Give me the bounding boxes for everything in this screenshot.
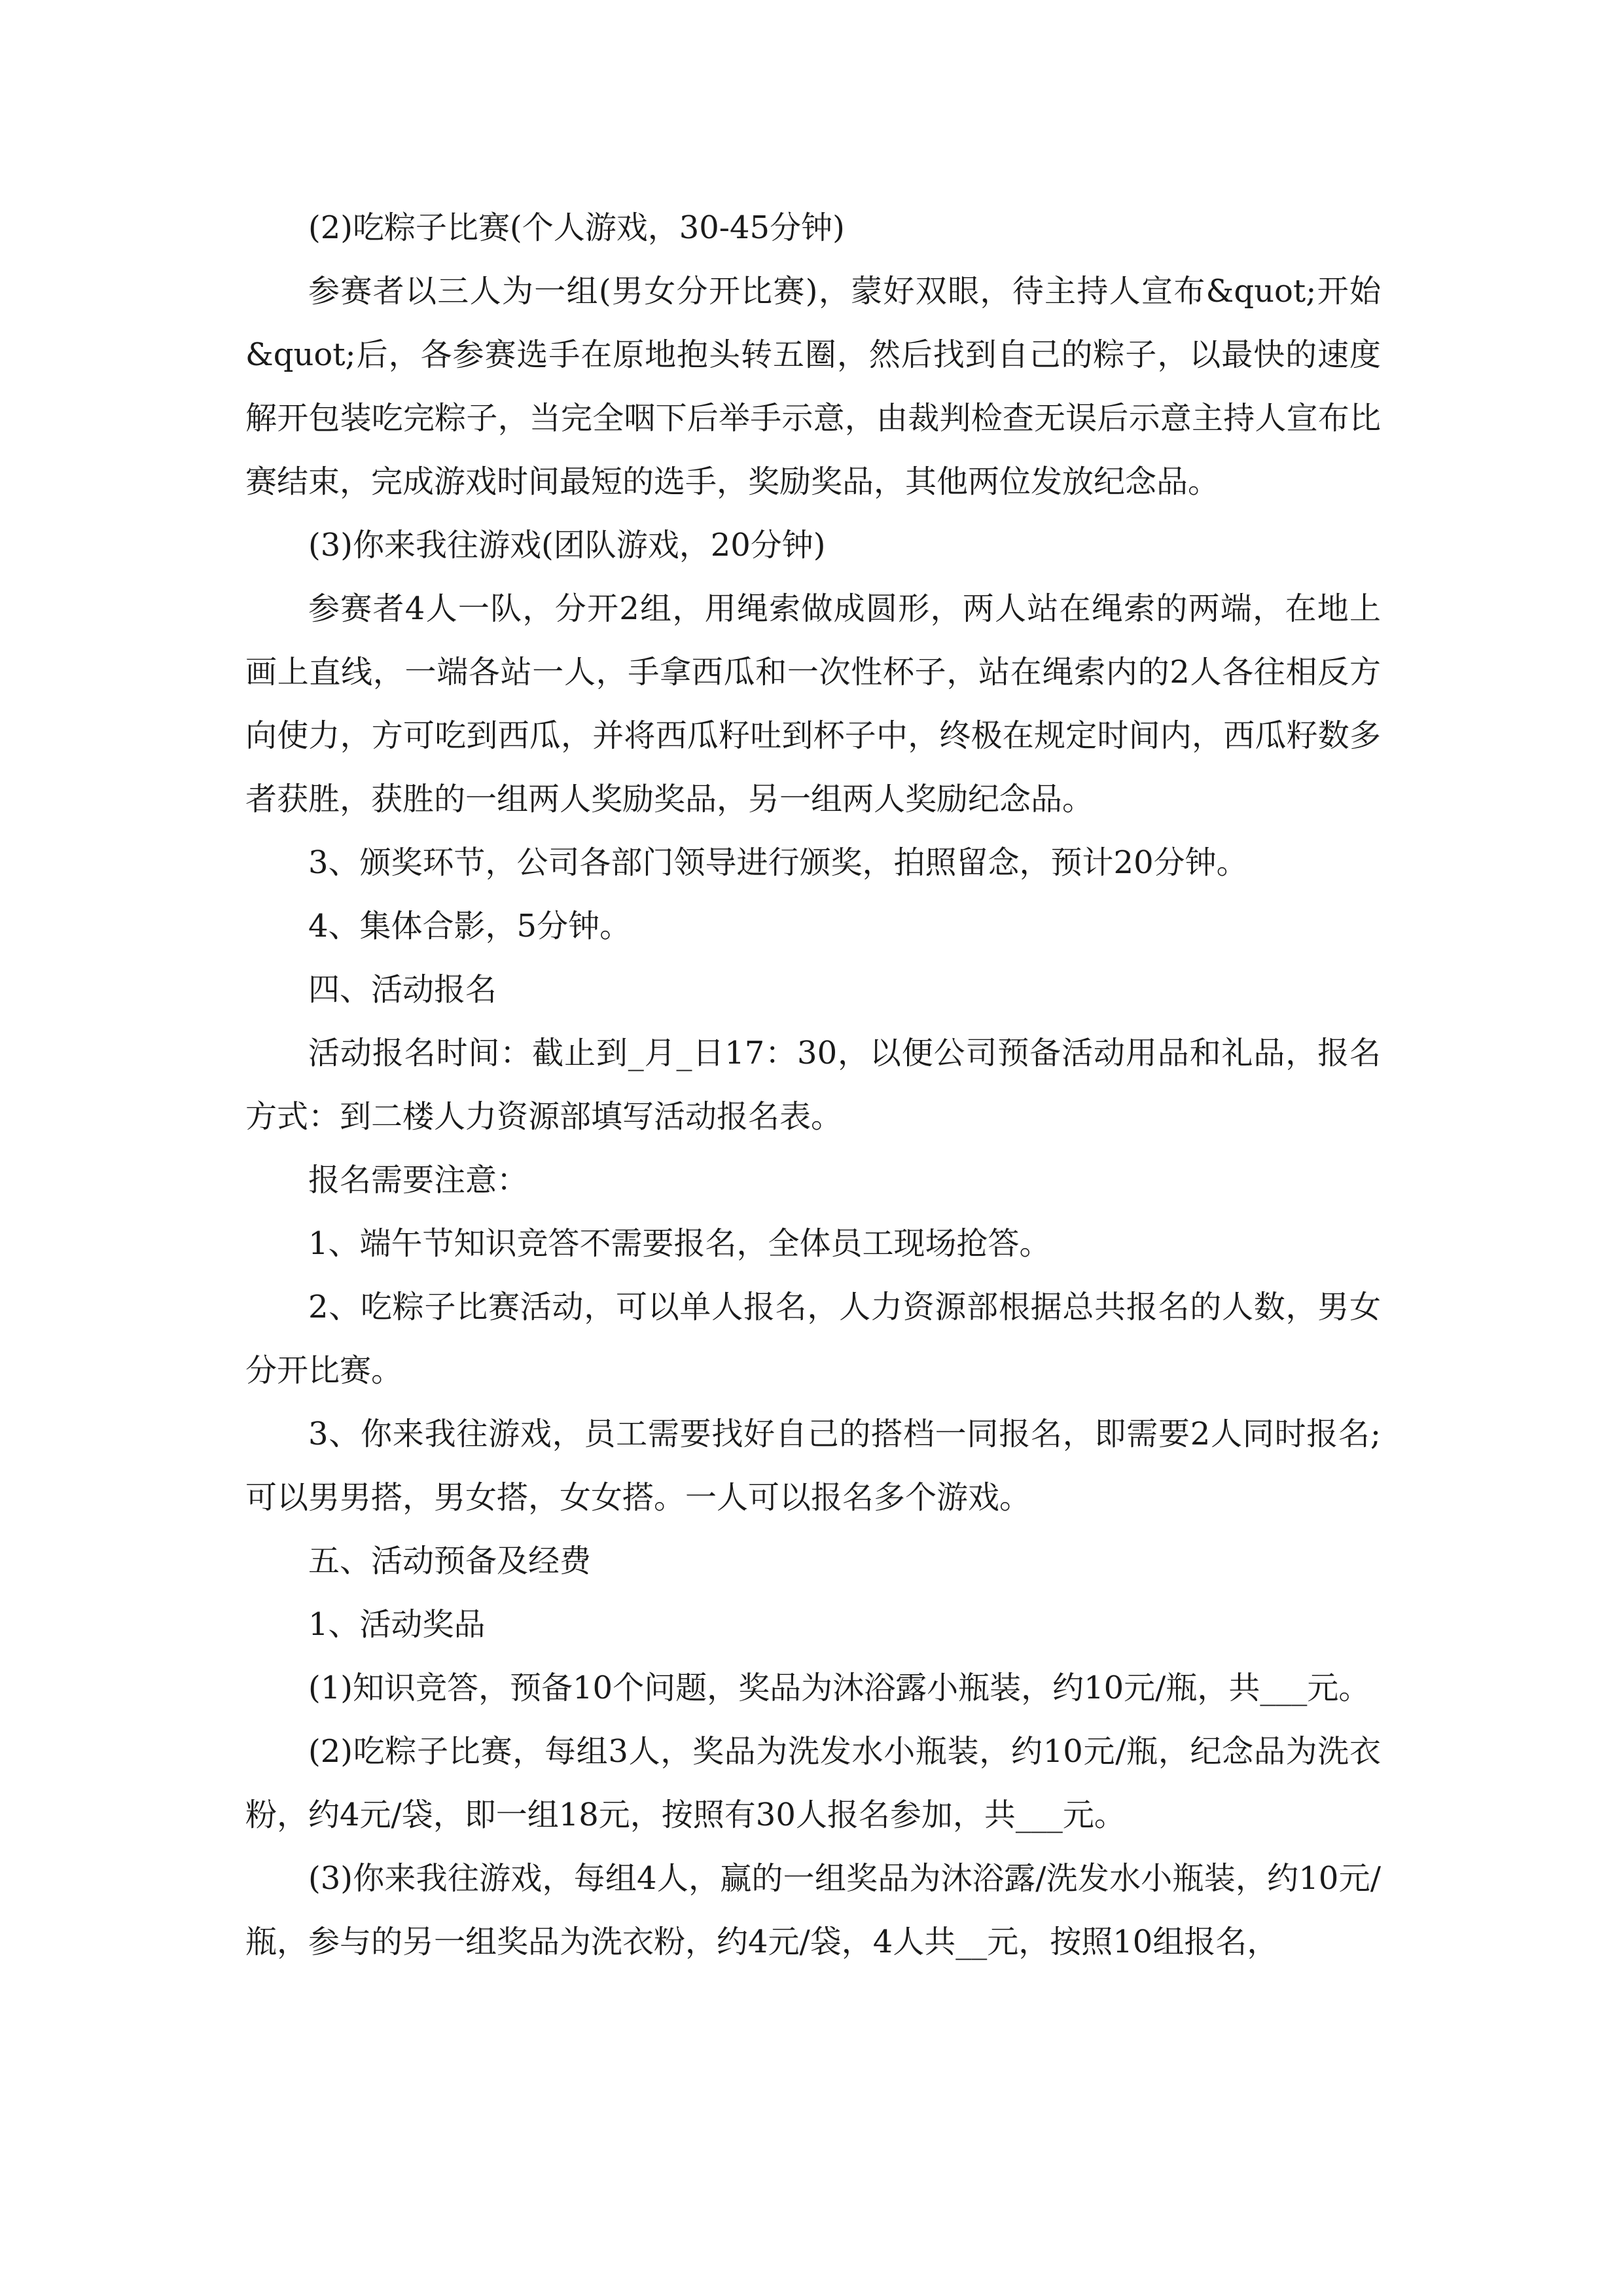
paragraph-registration-note-2: 2、吃粽子比赛活动，可以单人报名，人力资源部根据总共报名的人数，男女分开比赛。 <box>245 1289 1381 1389</box>
paragraph-group-photo: 4、集体合影，5分钟。 <box>308 908 632 944</box>
paragraph-registration-note-1: 1、端午节知识竞答不需要报名，全体员工现场抢答。 <box>308 1225 1051 1262</box>
paragraph-prize-team-game: (3)你来我往游戏，每组4人，赢的一组奖品为沐浴露/洗发水小瓶装，约10元/瓶，参与的另一组奖品为洗衣粉，约4元/袋，4人共__元，按照10组报名， <box>245 1860 1381 1960</box>
paragraph-game-3-rules: 参赛者4人一队，分开2组，用绳索做成圆形，两人站在绳索的两端，在地上画上直线，一端各站一人，手拿西瓜和一次性杯子，站在绳索内的2人各往相反方向使力，方可吃到西瓜，并将西瓜籽吐到杯子中，终极在规定时间内，西瓜籽数多者获胜，获胜的一组两人奖励奖品，另一组两人奖励纪念品。 <box>245 590 1381 817</box>
document-body <box>245 196 1381 1974</box>
paragraph-game-3-title: (3)你来我往游戏(团队游戏，20分钟) <box>308 527 826 564</box>
paragraph-award-session: 3、颁奖环节，公司各部门领导进行颁奖，拍照留念，预计20分钟。 <box>308 844 1248 881</box>
paragraph-prize-zongzi: (2)吃粽子比赛，每组3人，奖品为洗发水小瓶装，约10元/瓶，纪念品为洗衣粉，约4元/袋，即一组18元，按照有30人报名参加，共___元。 <box>245 1733 1381 1833</box>
paragraph-game-2-rules: 参赛者以三人为一组(男女分开比赛)，蒙好双眼，待主持人宣布&quot;开始&quot;后，各参赛选手在原地抱头转五圈，然后找到自己的粽子，以最快的速度解开包装吃完粽子，当完全咽下后举手示意，由裁判检查无误后示意主持人宣布比赛结束，完成游戏时间最短的选手，奖励奖品，其他两位发放纪念品。 <box>245 273 1381 500</box>
section-heading-preparation-budget: 五、活动预备及经费 <box>308 1543 592 1579</box>
paragraph-registration-note-3: 3、你来我往游戏，员工需要找好自己的搭档一同报名，即需要2人同时报名;可以男男搭，男女搭，女女搭。一人可以报名多个游戏。 <box>245 1416 1381 1516</box>
section-heading-registration: 四、活动报名 <box>308 971 497 1008</box>
paragraph-prizes-heading: 1、活动奖品 <box>308 1606 486 1643</box>
paragraph-game-2-title: (2)吃粽子比赛(个人游戏，30-45分钟) <box>308 209 845 246</box>
paragraph-registration-notes-heading: 报名需要注意： <box>308 1162 529 1198</box>
paragraph-prize-quiz: (1)知识竞答，预备10个问题，奖品为沐浴露小瓶装，约10元/瓶，共___元。 <box>308 1670 1370 1706</box>
paragraph-registration-time: 活动报名时间：截止到_月_日17：30，以便公司预备活动用品和礼品，报名方式：到二楼人力资源部填写活动报名表。 <box>245 1035 1381 1135</box>
